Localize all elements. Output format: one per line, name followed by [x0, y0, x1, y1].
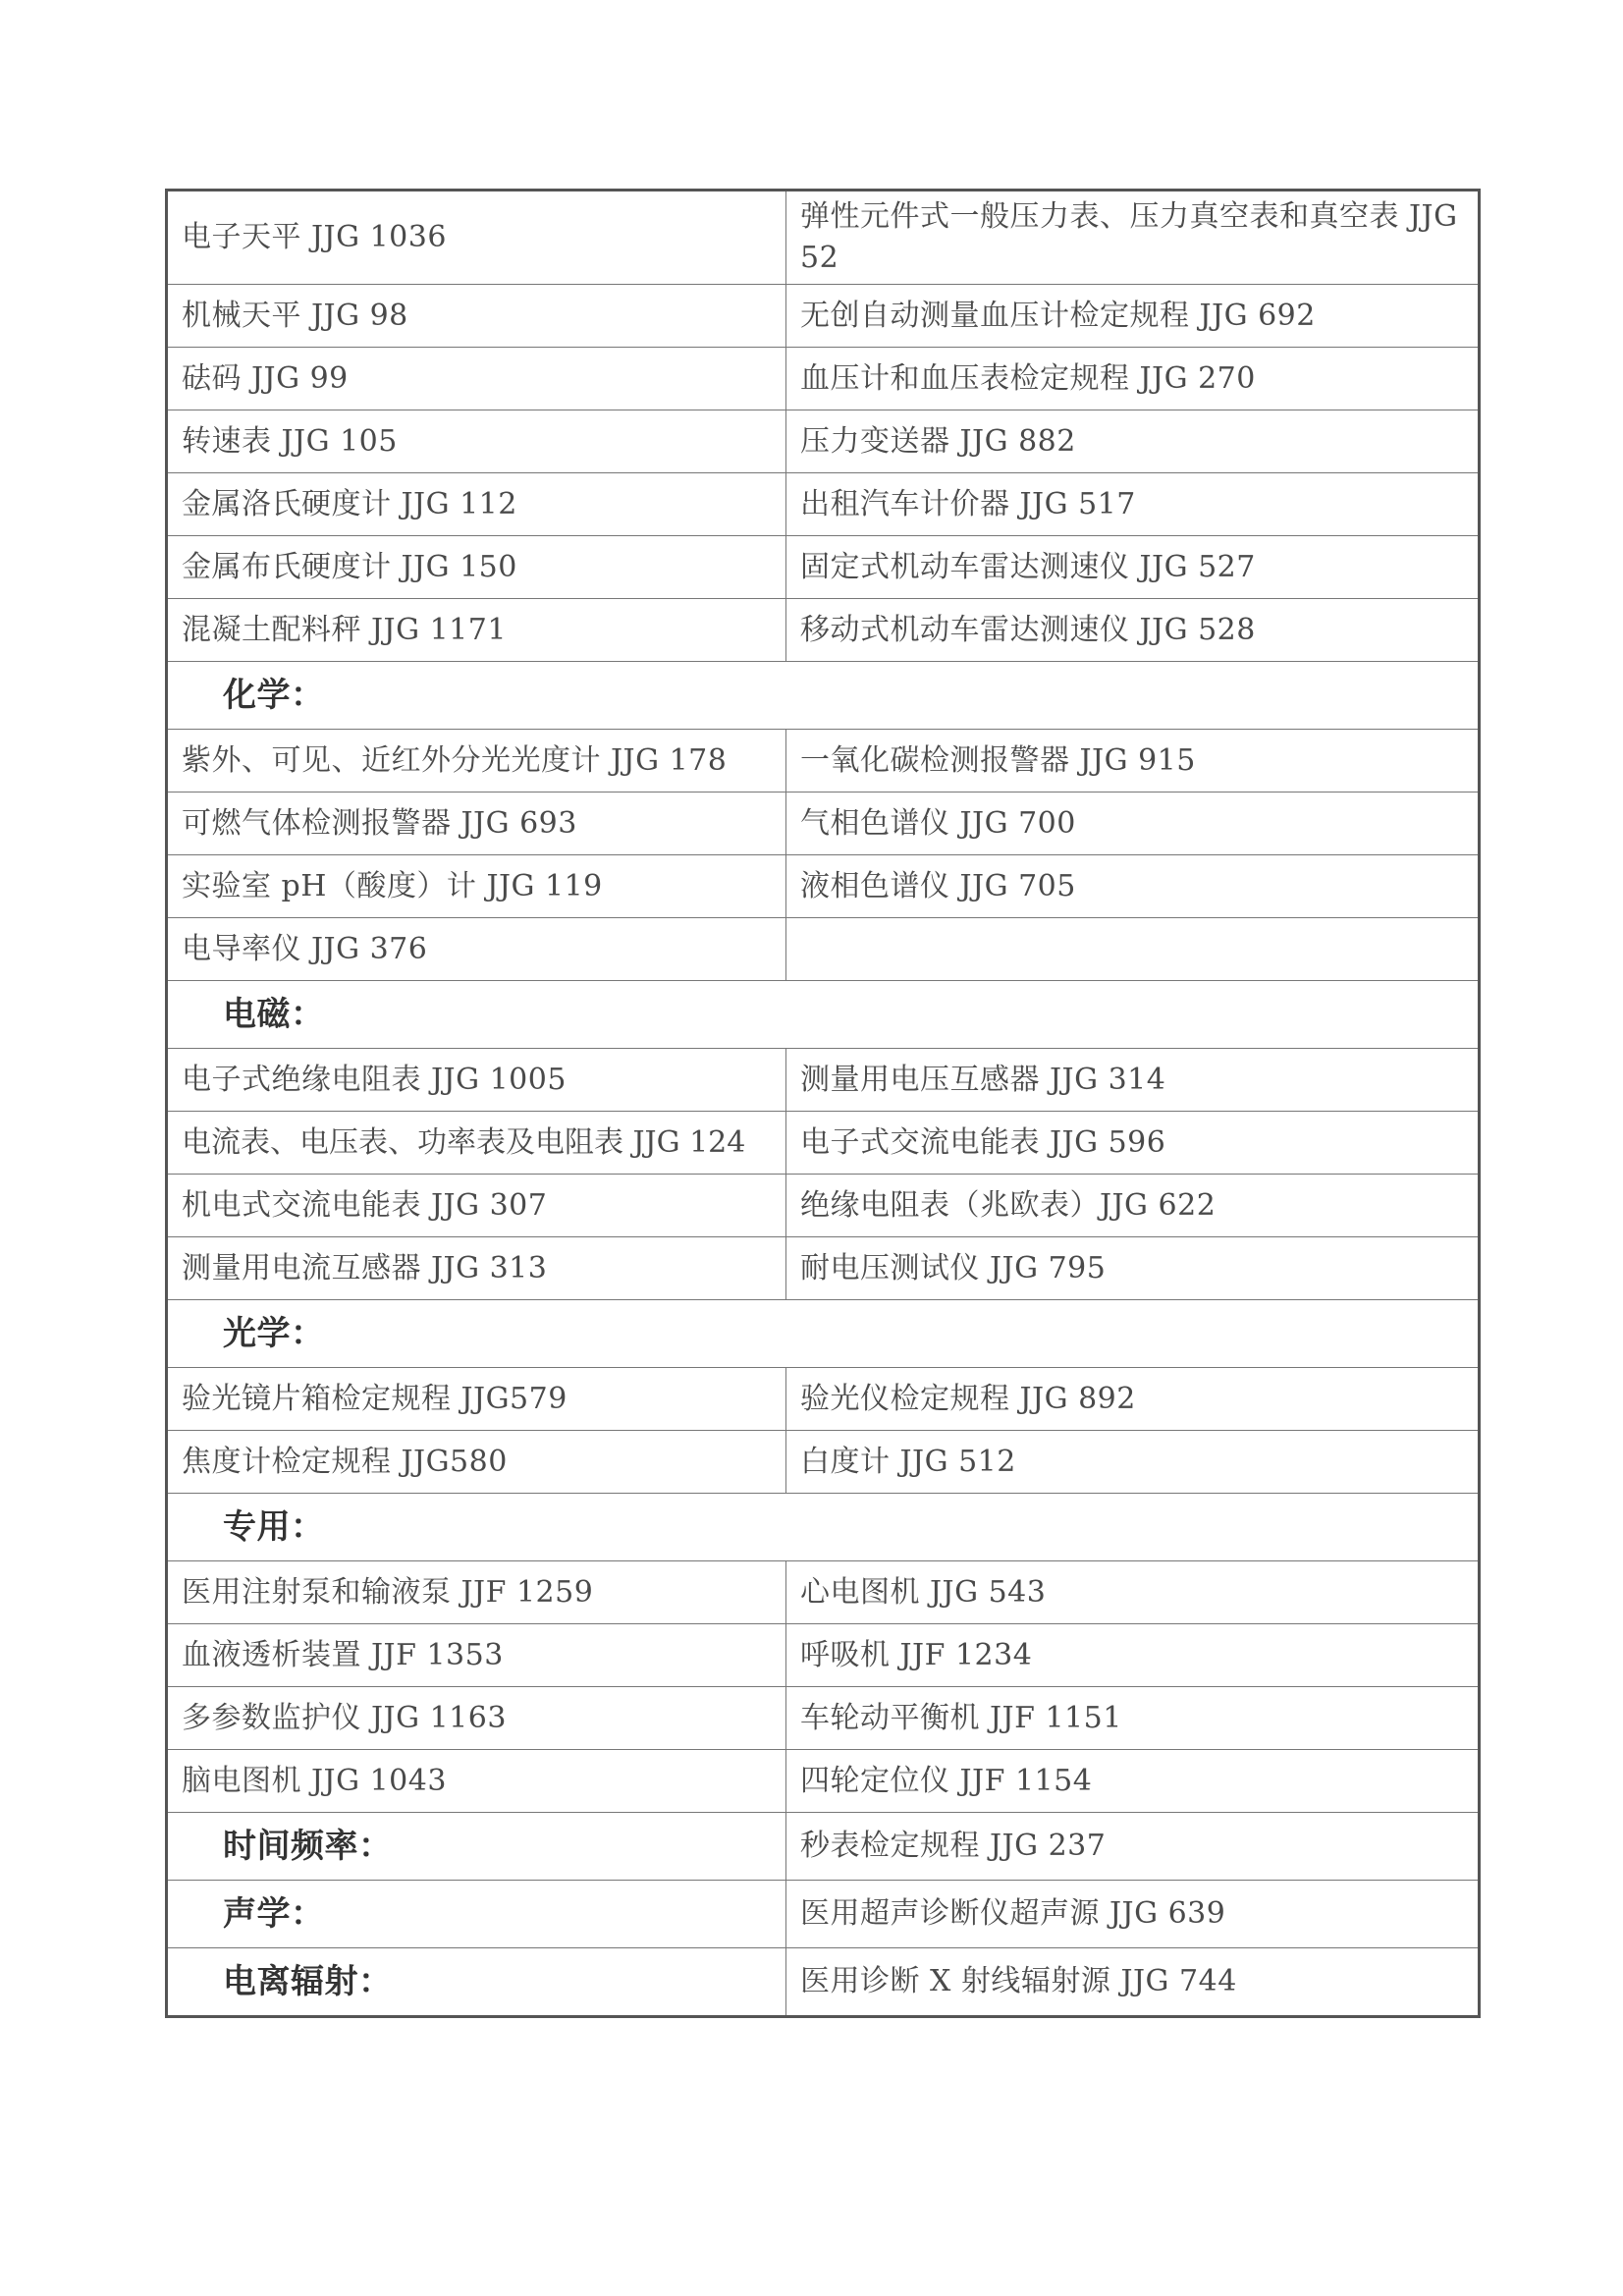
table-cell: 金属洛氏硬度计 JJG 112 [167, 473, 786, 536]
table-cell: 耐电压测试仪 JJG 795 [786, 1237, 1480, 1300]
table-row [167, 348, 1480, 410]
table-row [167, 599, 1480, 662]
table-row [167, 1813, 1480, 1881]
section-title-special: 专用： [167, 1494, 1480, 1561]
table-cell: 测量用电压互感器 JJG 314 [786, 1049, 1480, 1112]
table-cell: 医用注射泵和输液泵 JJF 1259 [167, 1561, 786, 1624]
table-row [167, 1237, 1480, 1300]
table-row [167, 285, 1480, 348]
regulations-table [165, 189, 1481, 2018]
table-cell: 实验室 pH（酸度）计 JJG 119 [167, 855, 786, 918]
table-cell: 电导率仪 JJG 376 [167, 918, 786, 981]
table-cell: 心电图机 JJG 543 [786, 1561, 1480, 1624]
table-cell: 四轮定位仪 JJF 1154 [786, 1750, 1480, 1813]
table-cell: 紫外、可见、近红外分光光度计 JJG 178 [167, 730, 786, 793]
table-row [167, 1687, 1480, 1750]
table-row [167, 1624, 1480, 1687]
table-row [167, 1948, 1480, 2017]
table-row [167, 918, 1480, 981]
table-cell: 验光仪检定规程 JJG 892 [786, 1368, 1480, 1431]
table-row [167, 1049, 1480, 1112]
table-row [167, 1881, 1480, 1948]
table-cell: 无创自动测量血压计检定规程 JJG 692 [786, 285, 1480, 348]
table-cell: 脑电图机 JJG 1043 [167, 1750, 786, 1813]
table-row [167, 1175, 1480, 1237]
table-cell: 出租汽车计价器 JJG 517 [786, 473, 1480, 536]
table-row [167, 536, 1480, 599]
table-row [167, 855, 1480, 918]
table-row [167, 730, 1480, 793]
table-cell: 固定式机动车雷达测速仪 JJG 527 [786, 536, 1480, 599]
table-cell: 车轮动平衡机 JJF 1151 [786, 1687, 1480, 1750]
table-cell: 压力变送器 JJG 882 [786, 410, 1480, 473]
table-row [167, 1561, 1480, 1624]
table-row [167, 1368, 1480, 1431]
section-header-row [167, 1300, 1480, 1368]
table-cell: 移动式机动车雷达测速仪 JJG 528 [786, 599, 1480, 662]
table-row [167, 793, 1480, 855]
table-cell: 气相色谱仪 JJG 700 [786, 793, 1480, 855]
table-cell: 多参数监护仪 JJG 1163 [167, 1687, 786, 1750]
table-cell: 血压计和血压表检定规程 JJG 270 [786, 348, 1480, 410]
table-cell: 医用诊断 X 射线辐射源 JJG 744 [786, 1948, 1480, 2017]
section-title-optics: 光学： [167, 1300, 1480, 1368]
table-cell: 金属布氏硬度计 JJG 150 [167, 536, 786, 599]
table-cell: 绝缘电阻表（兆欧表）JJG 622 [786, 1175, 1480, 1237]
table-row [167, 1431, 1480, 1494]
section-title-time-frequency: 时间频率： [167, 1813, 786, 1881]
table-cell: 验光镜片箱检定规程 JJG579 [167, 1368, 786, 1431]
table-cell: 呼吸机 JJF 1234 [786, 1624, 1480, 1687]
table-cell: 机械天平 JJG 98 [167, 285, 786, 348]
table-cell: 一氧化碳检测报警器 JJG 915 [786, 730, 1480, 793]
section-title-acoustics: 声学： [167, 1881, 786, 1948]
table-cell: 血液透析装置 JJF 1353 [167, 1624, 786, 1687]
section-title-ionizing-radiation: 电离辐射： [167, 1948, 786, 2017]
table-cell: 电流表、电压表、功率表及电阻表 JJG 124 [167, 1112, 786, 1175]
section-title-electromagnetic: 电磁： [167, 981, 1480, 1049]
table-cell: 转速表 JJG 105 [167, 410, 786, 473]
table-row [167, 410, 1480, 473]
table-cell: 医用超声诊断仪超声源 JJG 639 [786, 1881, 1480, 1948]
table-cell: 电子式绝缘电阻表 JJG 1005 [167, 1049, 786, 1112]
table-cell: 白度计 JJG 512 [786, 1431, 1480, 1494]
table-cell: 电子式交流电能表 JJG 596 [786, 1112, 1480, 1175]
table-cell: 弹性元件式一般压力表、压力真空表和真空表 JJG 52 [786, 191, 1480, 285]
table-cell: 混凝土配料秤 JJG 1171 [167, 599, 786, 662]
table-row [167, 1750, 1480, 1813]
table-cell [786, 918, 1480, 981]
table-cell: 机电式交流电能表 JJG 307 [167, 1175, 786, 1237]
table-cell: 秒表检定规程 JJG 237 [786, 1813, 1480, 1881]
table-row [167, 1112, 1480, 1175]
section-header-row [167, 662, 1480, 730]
table-cell: 液相色谱仪 JJG 705 [786, 855, 1480, 918]
table-cell: 电子天平 JJG 1036 [167, 191, 786, 285]
table-cell: 可燃气体检测报警器 JJG 693 [167, 793, 786, 855]
section-header-row [167, 1494, 1480, 1561]
table-cell: 测量用电流互感器 JJG 313 [167, 1237, 786, 1300]
section-title-chemistry: 化学： [167, 662, 1480, 730]
table-row [167, 191, 1480, 285]
table-cell: 砝码 JJG 99 [167, 348, 786, 410]
section-header-row [167, 981, 1480, 1049]
table-row [167, 473, 1480, 536]
table-cell: 焦度计检定规程 JJG580 [167, 1431, 786, 1494]
